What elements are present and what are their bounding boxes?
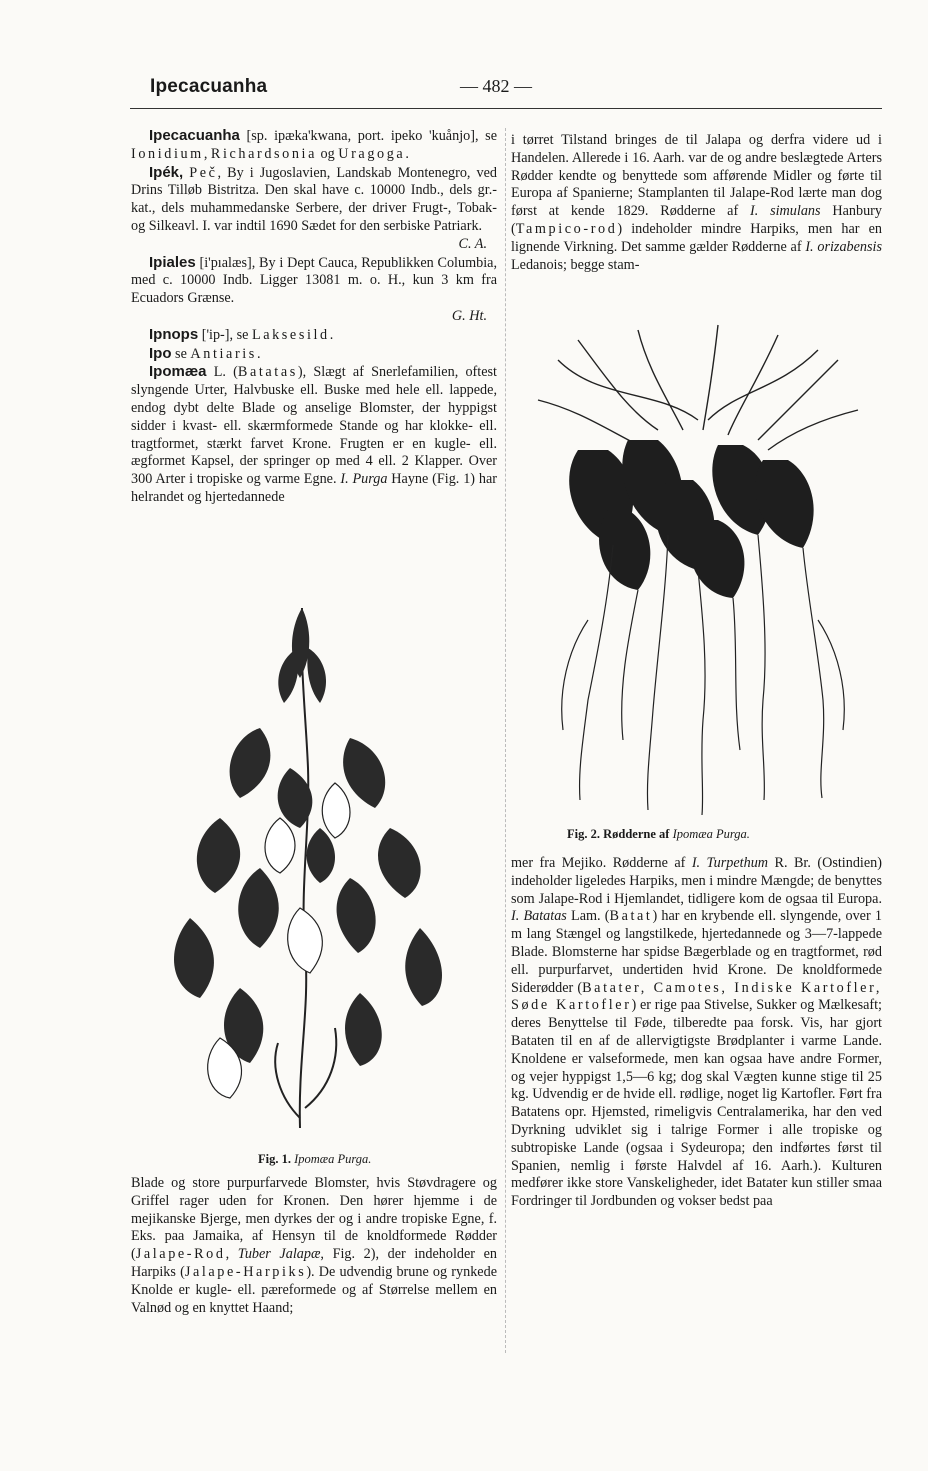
entry-text: ) er rige paa Stivelse, Sukker og Mælkesaft; deres Benyttelse til Føde, tilberedte paa forsk. Vis, har gjort Bataten til en af de allervigtigste Brødplanter i varme Lande. Knoldene er valseformede, men kan ogsaa have andre Former, og vejer hyppigst 1,5—6 kg; dog skal Vægten kunne stige til 25 kg. Udvendig er de hvide ell. rødlige, noget lig Kartofler. Ført fra Batatens opr. Hjemsted, rimeligvis Centralamerika, har den ved Dyrkning udviklet sig i talrige Former i alle tropiske og subtropiske Lande (ogsaa i Sydeuropa; den indførtes først til Spanien, nemlig i første Halvdel af 16. Aarh.). Kulturen medfører ikke store Vanskeligheder, idet Batater kun stiller smaa Fordringer til Jordbunden og vokser bedst paa <box>511 997 882 1210</box>
entry-text: [sp. ipæka'kwana, port. ipeko 'kuånjo], se <box>239 128 497 144</box>
caption-species: Ipomæa Purga. <box>294 1152 372 1166</box>
entry-text: ) indeholder mindre Harpiks, men har en lignende Virkning. Det samme gælder Rødderne af <box>511 220 882 255</box>
species-name: I. Turpethum <box>691 855 769 871</box>
running-head: Ipecacuanha <box>150 76 268 97</box>
caption-label: Fig. 1. <box>258 1152 291 1166</box>
species-name: I. Purga <box>340 471 388 488</box>
caption-label: Fig. 2. Rødderne af <box>567 827 670 841</box>
entry-text: Hanbury ( <box>511 203 882 237</box>
entry-text: ['ip-], se <box>198 326 252 343</box>
headword: Ipomæa <box>149 363 207 381</box>
entry-text: se <box>171 345 191 362</box>
species-name: I. orizabensis <box>805 238 883 255</box>
left-column <box>131 127 497 507</box>
alt-name: Peč <box>189 164 218 181</box>
entry-ipo <box>131 345 497 364</box>
right-column-top <box>511 132 882 274</box>
entry-text: . <box>405 145 409 162</box>
entry-text: og <box>316 145 339 162</box>
entry-ipek <box>131 164 497 236</box>
entry-text: , <box>203 145 211 162</box>
cross-reference: Richardsonia <box>210 145 317 162</box>
entry-ipomaea <box>131 363 497 506</box>
latin-term: Tuber Jalapæ <box>237 1246 321 1263</box>
paragraph <box>511 855 882 1211</box>
spaced-term: Jalape-Harpiks <box>184 1263 307 1280</box>
species-name: I. simulans <box>750 203 821 220</box>
entry-text: , Fig. 2), der indeholder en Harpiks ( <box>131 1246 497 1280</box>
entry-text: [i'pıalæs], By i Dept Cauca, Republikken Columbia, med c. 10000 Indb. Ligger 13081 m. o. H., kun 3 km fra Ecuadors Grænse. <box>131 254 497 307</box>
entry-text: R. Br. (Ostindien) indeholder ligeledes Harpiks, men i mindre Mængde; de benyttes som Jalape-Rod i Hjemlandet, tidligere kom de ogsaa til Europa. <box>511 855 882 907</box>
spaced-term: Tampico-rod <box>515 220 618 237</box>
headword: Ipo <box>149 344 172 362</box>
entry-text: , <box>225 1246 238 1263</box>
entry-text: Blade og store purpurfarvede Blomster, hvis Støvdragere og Griffel rager uden for Kronen. Den hører hjemme i de mejikanske Bjerge, men dyrkes der og i andre tropiske Egne, f. Eks. paa Jamaika, af Hensyn til de knoldformede Rødder ( <box>131 1175 497 1263</box>
page-number: — 482 — <box>460 76 532 96</box>
figure-2-caption <box>567 827 750 842</box>
paragraph <box>511 132 882 274</box>
entry-text: Ledanois; begge stam- <box>511 256 640 273</box>
spaced-term: Batat <box>609 908 653 925</box>
column-divider <box>505 128 506 1353</box>
headword: Ipecacuanha <box>149 127 240 144</box>
cross-reference: Batatas <box>237 364 298 381</box>
entry-text: ), Slægt af Snerlefamilien, oftest slyngende Urter, Halvbuske ell. Buske med hele ell. lappede, endog dybt delte Blade og anselige Blomster, der hyppigst sidder i kvast- ell. skærmformede Stande og har klokke- ell. tragtformet, stærkt farvet Krone. Frugten er en kugle- ell. ægformet Kapsel, der springer op med 4 ell. 2 Klapper. Over 300 Arter i tropiske og varme Egne. <box>131 364 497 488</box>
entry-ipnops <box>131 326 497 345</box>
entry-text: ). De udvendig brune og rynkede Knolde er kugle- ell. pæreformede og af Størrelse mellem en Valnød og en knyttet Haand; <box>131 1263 497 1316</box>
spaced-term: Jalape-Rod <box>135 1246 226 1263</box>
species-name: I. Batatas <box>511 908 567 925</box>
cross-reference: Ionidium <box>131 145 204 162</box>
headword: Ipiales <box>149 253 196 271</box>
headword: Ipék, <box>149 163 184 181</box>
left-column-continuation <box>131 1175 497 1317</box>
cross-reference: Uragoga <box>338 145 406 162</box>
entry-text: Lam. ( <box>566 908 610 925</box>
right-column-bottom <box>511 855 882 1211</box>
spaced-term: Batater, Camotes, Indiske Kartofler, Søde Kartofler <box>511 979 882 1014</box>
caption-species: Ipomæa Purga. <box>672 827 750 841</box>
entry-text: ) har en krybende ell. slyngende, over 1 m lang Stængel og langstilkede, hjertedannede og 3—7-lappede Blade. Blomsterne har spidse Bægerblade og en tragtformet, rød ell. purpurfarvet, undertiden hvid Krone. De knoldformede Siderødder ( <box>511 908 883 996</box>
entry-text: . <box>256 345 261 362</box>
entry-text: mer fra Mejiko. Rødderne af <box>511 855 692 871</box>
cross-reference: Antiaris <box>190 345 257 362</box>
entry-text: . <box>329 326 334 343</box>
headword: Ipnops <box>149 325 199 343</box>
author-signature: C. A. <box>458 235 487 252</box>
figure-1-caption <box>258 1152 371 1167</box>
entry-text: L. ( <box>206 364 238 381</box>
header-rule <box>130 108 882 109</box>
entry-text: , By i Jugoslavien, Landskab Montenegro, ved Drins Tilløb Bistritza. Den skal have c. 10000 Indb., dels gr.-kat., dels muhammedanske Serbere, der driver Frugt-, Tobak- og Silkeavl. I. var indtil 1690 Sædet for den serbiske Patriark. <box>131 164 497 234</box>
entry-text: i tørret Tilstand bringes de til Jalapa og derfra videre ud i Handelen. Allerede i 16. Aarh. var de og andre beslægtede Arters Rødder kendte og benyttede som afførende Midler og førte til Europa af Spanierne; Stamplanten til Jalape-Rod lærte man dog først at kende 1829. Rødderne af <box>511 132 882 220</box>
entry-ipiales <box>131 254 497 308</box>
paragraph <box>131 1175 497 1317</box>
cross-reference: Laksesild <box>251 326 330 343</box>
author-signature: G. Ht. <box>451 307 487 324</box>
entry-text: Hayne (Fig. 1) har helrandet og hjertedannede <box>131 471 497 505</box>
entry-ipecacuanha <box>131 127 497 164</box>
figure-2-roots-illustration <box>518 320 878 820</box>
figure-1-plant-illustration <box>160 588 460 1148</box>
page-header <box>150 70 880 110</box>
